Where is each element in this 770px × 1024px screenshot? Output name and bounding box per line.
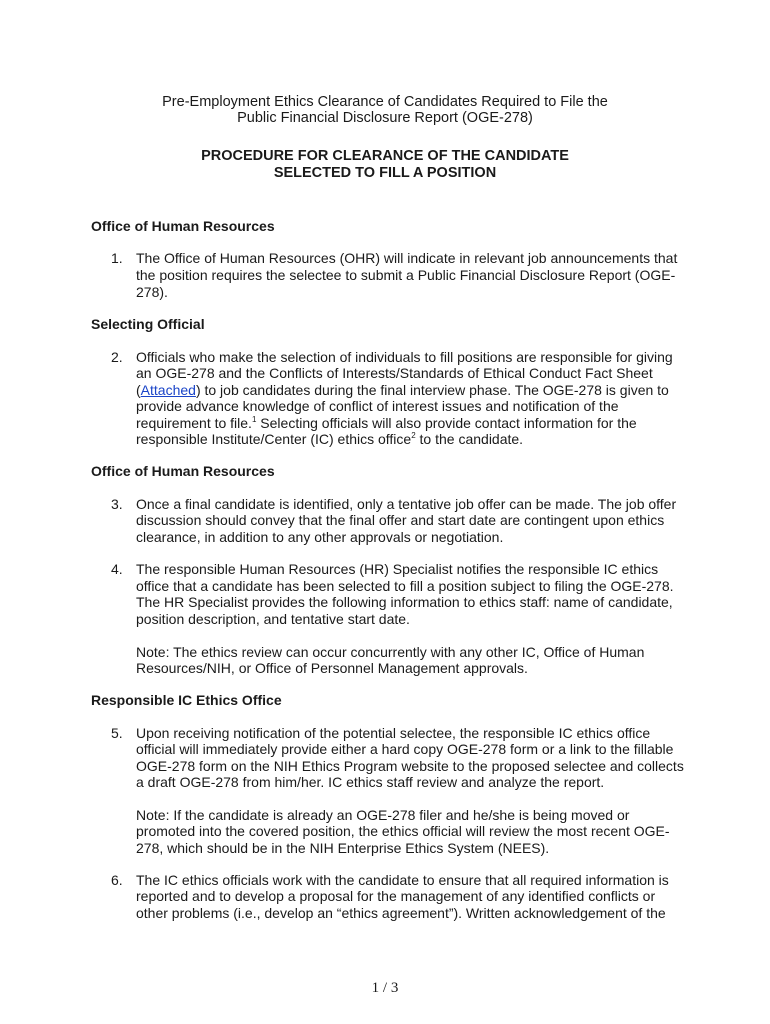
item-text-line: Upon receiving notification of the potential selectee, the responsible IC ethics office (136, 725, 651, 741)
document-title-line2: Public Financial Disclosure Report (OGE-278) (237, 110, 533, 126)
item-text-line: an OGE-278 and the Conflicts of Interests/Standards of Ethical Conduct Fact Sheet (136, 365, 653, 381)
section-heading-ohr: Office of Human Resources (91, 463, 275, 479)
page-number: 1 / 3 (371, 980, 399, 996)
item-text-line: Officials who make the selection of individuals to fill positions are responsible for giving (136, 349, 673, 365)
note-text-line: Note: The ethics review can occur concurrently with any other IC, Office of Human (136, 644, 645, 660)
document-title-line1: Pre-Employment Ethics Clearance of Candidates Required to File the (162, 94, 608, 110)
item-text-line: provide advance knowledge of conflict of interest issues and notification of the (136, 398, 619, 414)
note-text-line: Resources/NIH, or Office of Personnel Management approvals. (136, 660, 528, 676)
section-heading-selecting-official: Selecting Official (91, 316, 205, 332)
note-text-line: Note: If the candidate is already an OGE-278 filer and he/she is being moved or (136, 807, 630, 823)
item-text-line: The responsible Human Resources (HR) Specialist notifies the responsible IC ethics (136, 561, 659, 577)
item-text-line: office that a candidate has been selected to fill a position subject to filing the OGE-278. (136, 578, 674, 594)
note-text-line: promoted into the covered position, the ethics official will review the most recent OGE- (136, 823, 670, 839)
item-text-line: other problems (i.e., develop an “ethics agreement”). Written acknowledgement of the (136, 905, 666, 921)
item-text-line: requirement to file.$^1$ Selecting officials will also provide contact information for the (136, 415, 637, 431)
section-heading-ic-ethics-office: Responsible IC Ethics Office (91, 692, 282, 708)
item-text-line: OGE-278 form on the NIH Ethics Program website to the proposed selectee and collects (136, 758, 684, 774)
item-text-line: (Attached) to job candidates during the final interview phase. The OGE-278 is given to (136, 382, 669, 398)
note-text-line: 278, which should be in the NIH Enterprise Ethics System (NEES). (136, 840, 550, 856)
item-number: 3. (111, 496, 123, 512)
item-text-line: reported and to develop a proposal for the management of any identified conflicts or (136, 888, 656, 904)
item-number: 1. (111, 250, 123, 266)
item-number: 5. (111, 725, 123, 741)
attached-link[interactable]: Attached (140, 382, 196, 398)
item-number: 6. (111, 872, 123, 888)
item-text-line: The Office of Human Resources (OHR) will indicate in relevant job announcements that (136, 250, 678, 266)
item-text-line: a draft OGE-278 from him/her. IC ethics staff review and analyze the report. (136, 774, 605, 790)
footnote-ref-1: 1 (251, 415, 257, 424)
item-text-line: clearance, in addition to any other approvals or negotiation. (136, 529, 504, 545)
item-text-line: the position requires the selectee to submit a Public Financial Disclosure Report (OGE- (136, 267, 676, 283)
procedure-heading-line2: SELECTED TO FILL A POSITION (273, 165, 497, 181)
item-text-line: responsible Institute/Center (IC) ethics office$^2$ to the candidate. (136, 431, 524, 447)
item-text-line: The IC ethics officials work with the candidate to ensure that all required information is (136, 872, 669, 888)
procedure-heading-line1: PROCEDURE FOR CLEARANCE OF THE CANDIDATE (201, 148, 569, 164)
item-text-line: position description, and tentative start date. (136, 611, 410, 627)
footnote-ref-2: 2 (411, 431, 416, 440)
item-text-line: The HR Specialist provides the following information to ethics staff: name of candidate, (136, 594, 673, 610)
item-text-line: Once a final candidate is identified, only a tentative job offer can be made. The job offer (136, 496, 677, 512)
section-heading-ohr: Office of Human Resources (91, 218, 275, 234)
item-text-line: discussion should convey that the final offer and start date are contingent upon ethics (136, 512, 665, 528)
item-text-line: 278). (136, 284, 168, 300)
item-number: 2. (111, 349, 123, 365)
item-text-line: official will immediately provide either a hard copy OGE-278 form or a link to the fillable (136, 741, 674, 757)
item-number: 4. (111, 561, 123, 577)
